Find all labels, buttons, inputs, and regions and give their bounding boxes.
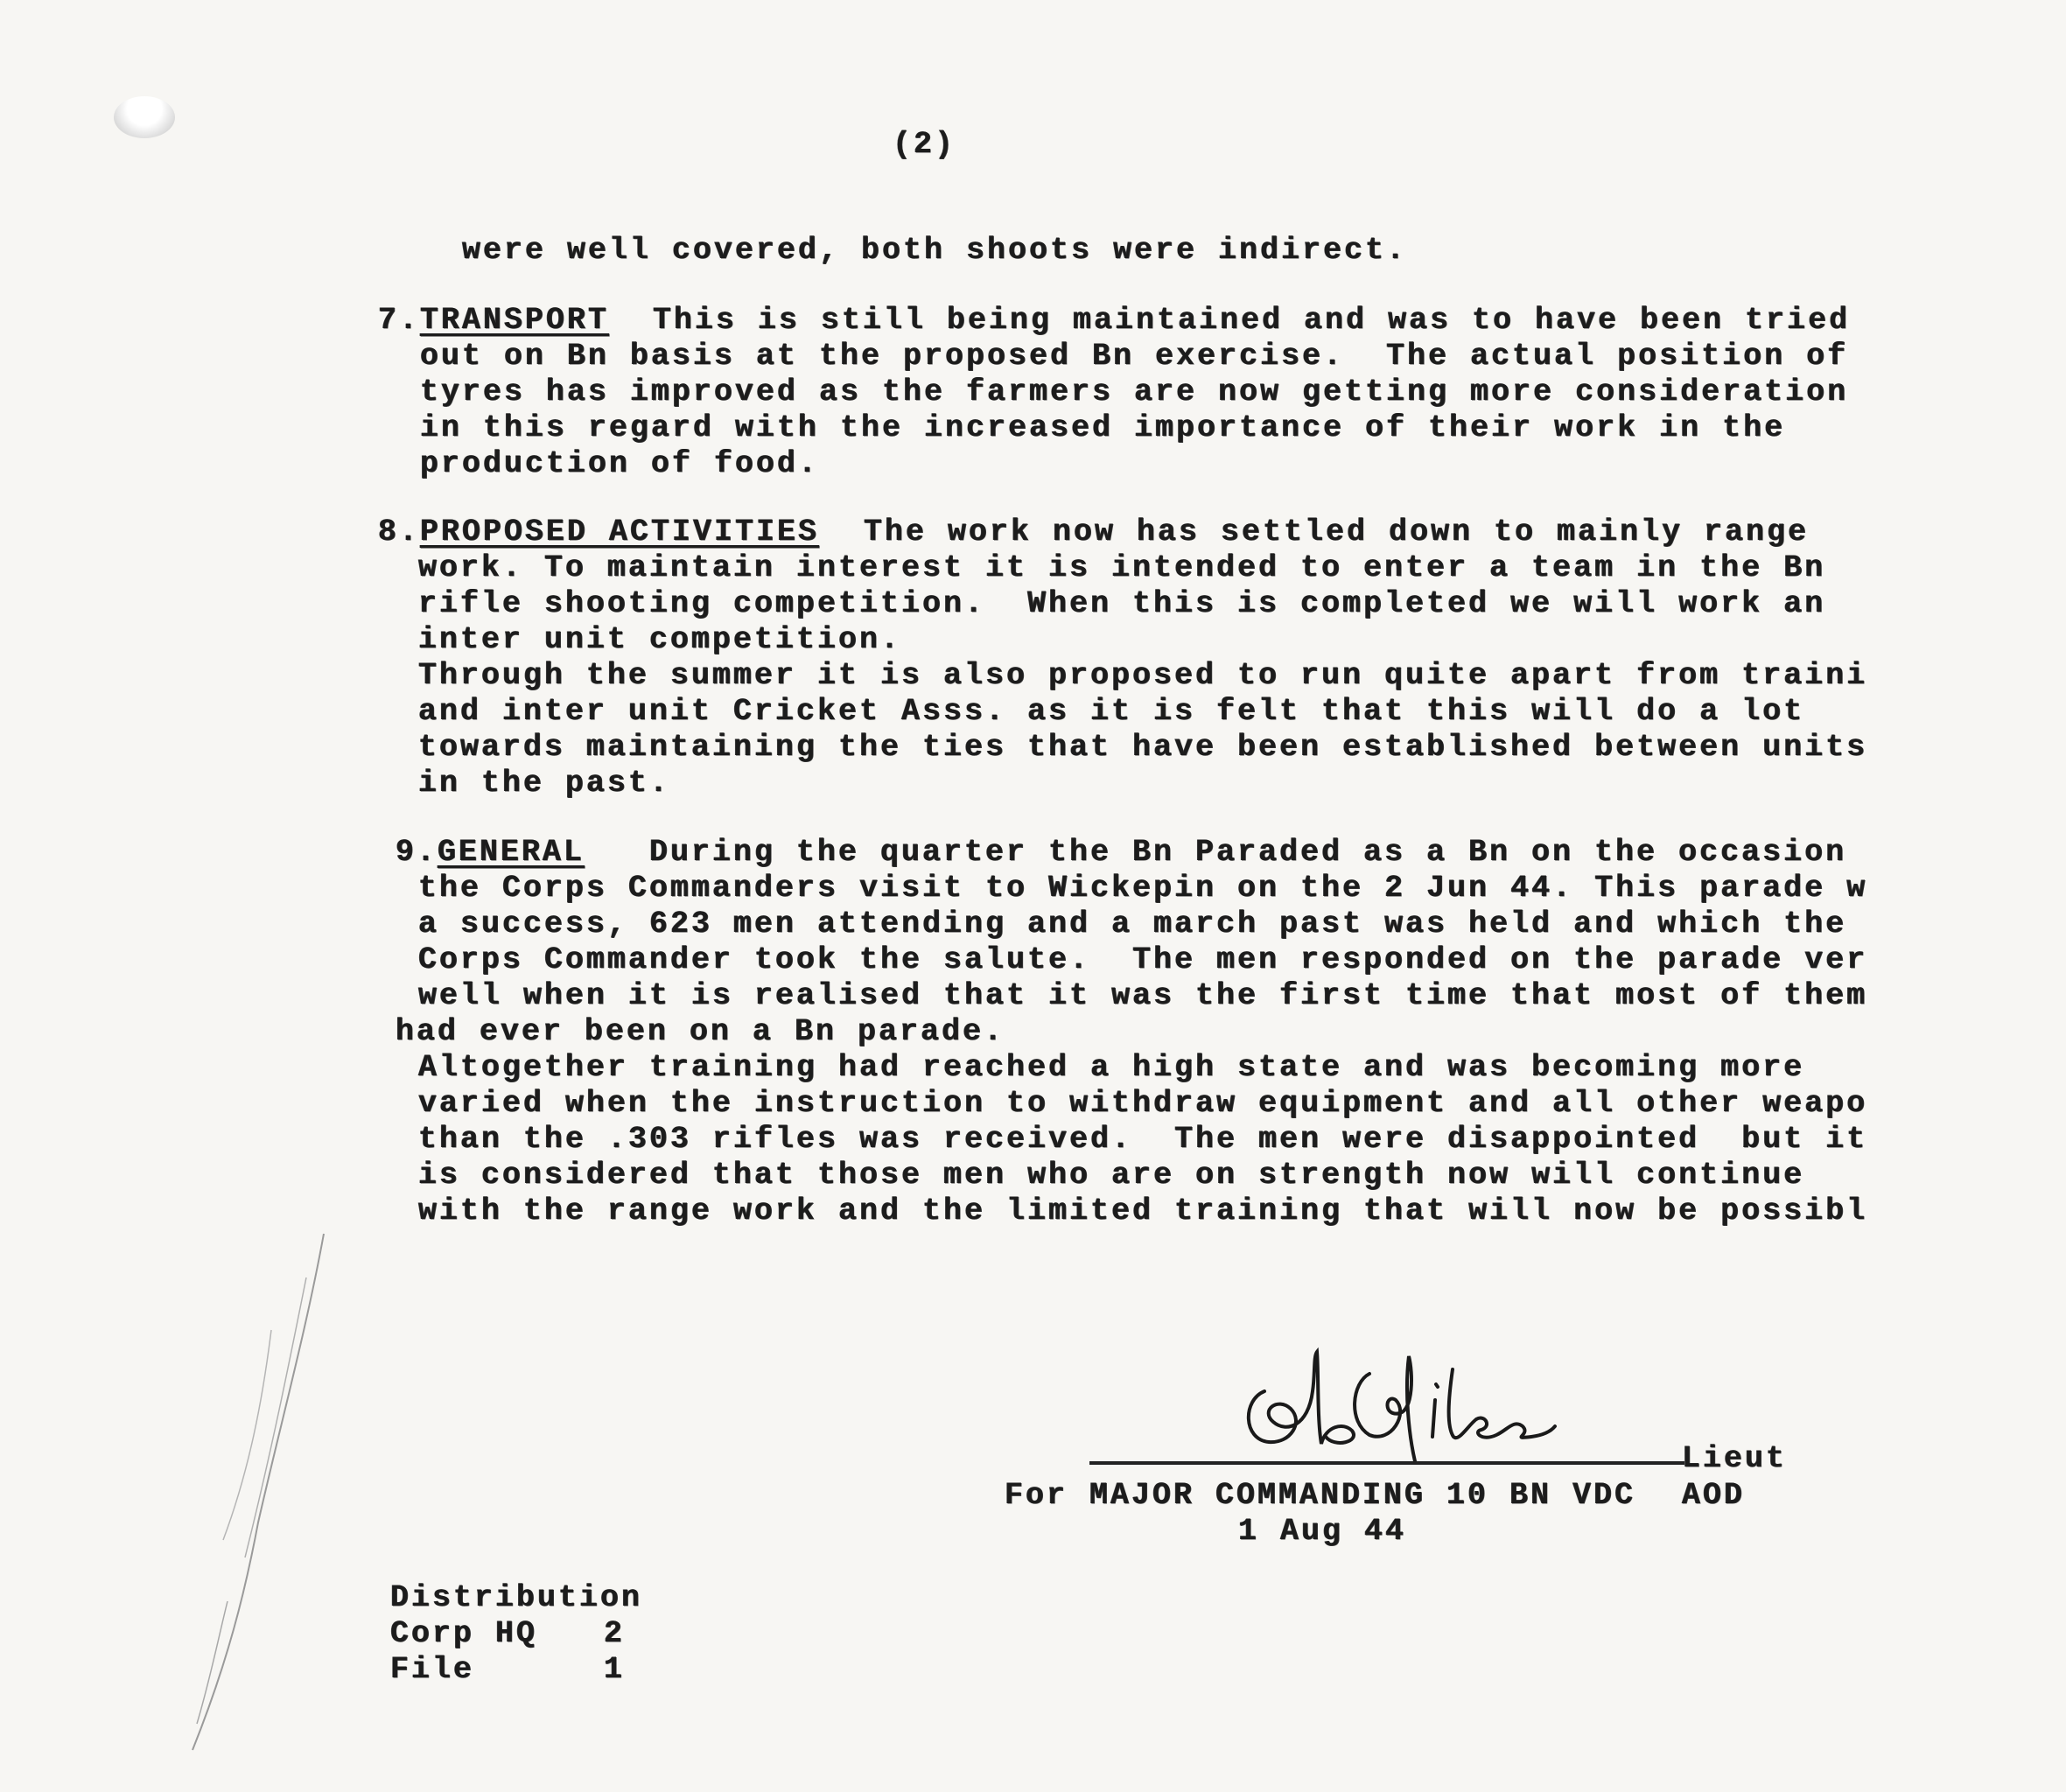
- signatory-corps: AOD: [1682, 1478, 1746, 1513]
- section-9-line: the Corps Commanders visit to Wickepin on the 2 Jun 44. This parade w: [418, 871, 1868, 906]
- section-number: 9.: [396, 835, 438, 870]
- distribution-copies: 2: [604, 1616, 626, 1651]
- section-9-line: During the quarter the Bn Paraded as a Bn on the occasion: [649, 835, 1847, 870]
- section-9-line: Altogether training had reached a high state and was becoming more: [418, 1050, 1805, 1085]
- section-9-line: is considered that those men who are on strength now will continue: [418, 1158, 1805, 1193]
- section-7-line: This is still being maintained and was to have been tried: [653, 303, 1851, 338]
- signature-line: [1089, 1461, 1684, 1465]
- section-7-line: tyres has improved as the farmers are now getting more consideration: [420, 374, 1849, 410]
- section-7-line: production of food.: [420, 446, 820, 481]
- section-9-heading: [396, 835, 585, 870]
- section-title: PROPOSED ACTIVITIES: [420, 514, 820, 550]
- section-8-heading: [378, 514, 819, 550]
- section-8-line: Through the summer it is also proposed to run quite apart from traini: [418, 658, 1868, 693]
- handwritten-signature: [1229, 1339, 1562, 1470]
- distribution-name: File: [390, 1652, 475, 1687]
- section-8-line: The work now has settled down to mainly range: [864, 514, 1810, 550]
- page-number: (2): [893, 127, 956, 162]
- section-9-line: than the .303 rifles was received. The men were disappointed but it: [418, 1122, 1868, 1157]
- section-9-line: varied when the instruction to withdraw equipment and all other weapo: [418, 1086, 1868, 1121]
- distribution-name: Corp HQ: [390, 1616, 538, 1651]
- section-title: TRANSPORT: [420, 303, 610, 338]
- section-9-line: Corps Commander took the salute. The men responded on the parade ver: [418, 942, 1868, 977]
- section-title: GENERAL: [438, 835, 585, 870]
- signature-unit: MAJOR COMMANDING 10 BN VDC: [1089, 1478, 1636, 1513]
- distribution-title: Distribution: [390, 1580, 643, 1615]
- section-8-line: towards maintaining the ties that have been established between units: [418, 730, 1868, 765]
- section-number: 7.: [378, 303, 421, 338]
- section-number: 8.: [378, 514, 421, 550]
- signature-date: 1 Aug 44: [1238, 1514, 1407, 1549]
- punch-hole: [114, 96, 175, 138]
- section-8-line: rifle shooting competition. When this is completed we will work an: [418, 586, 1826, 621]
- section-9-line: well when it is realised that it was the first time that most of them: [418, 978, 1868, 1013]
- section-8-line: inter unit competition.: [418, 622, 902, 657]
- continuation-line: were well covered, both shoots were indirect.: [462, 233, 1408, 268]
- signatory-rank: Lieut: [1682, 1441, 1788, 1476]
- paper-scratch-marks: [175, 1225, 368, 1768]
- section-7-line: in this regard with the increased importance of their work in the: [420, 410, 1786, 445]
- section-9-line: had ever been on a Bn parade.: [396, 1014, 1005, 1049]
- section-8-line: in the past.: [418, 766, 671, 801]
- section-9-line: with the range work and the limited training that will now be possibl: [418, 1194, 1868, 1228]
- section-8-line: and inter unit Cricket Asss. as it is felt that this will do a lot: [418, 694, 1805, 729]
- section-9-line: a success, 623 men attending and a march past was held and which the: [418, 906, 1847, 942]
- section-8-line: work. To maintain interest it is intended to enter a team in the Bn: [418, 550, 1826, 585]
- distribution-copies: 1: [604, 1652, 626, 1687]
- section-7-line: out on Bn basis at the proposed Bn exercise. The actual position of: [420, 339, 1849, 374]
- signature-for: For: [1005, 1478, 1068, 1513]
- section-7-heading: [378, 303, 609, 338]
